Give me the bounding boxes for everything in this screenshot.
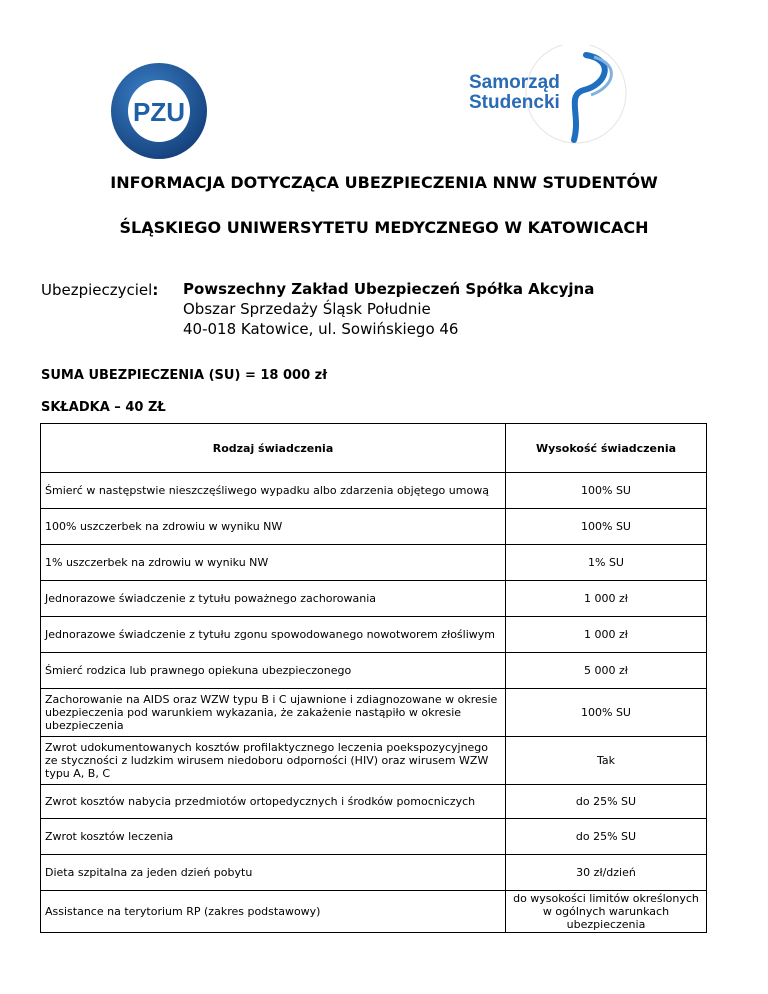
benefit-type: 100% uszczerbek na zdrowiu w wyniku NW [41,509,506,545]
table-row [41,509,707,545]
benefit-amount: 100% SU [506,509,707,545]
benefit-type: Śmierć rodzica lub prawnego opiekuna ubezpieczonego [41,653,506,689]
benefit-type: Zwrot udokumentowanych kosztów profilaktycznego leczenia poekspozycyjnego ze styczności z ludzkim wirusem niedoboru odporności (HIV) oraz wirusem WZW typu A, B, C [41,737,506,785]
table-header-row [41,424,707,473]
benefit-type: Śmierć w następstwie nieszczęśliwego wypadku albo zdarzenia objętego umową [41,473,506,509]
table-row [41,545,707,581]
benefit-amount: do wysokości limitów określonych w ogólnych warunkach ubezpieczenia [506,891,707,933]
benefit-amount: 1% SU [506,545,707,581]
benefit-type: Jednorazowe świadczenie z tytułu poważnego zachorowania [41,581,506,617]
benefit-type: Zachorowanie na AIDS oraz WZW typu B i C ujawnione i zdiagnozowane w okresie ubezpieczenia pod warunkiem wykazania, że zakażenie nastąpiło w okresie ubezpieczenia [41,689,506,737]
header-benefit-type: Rodzaj świadczenia [41,424,506,473]
pzu-logo-text: PZU [133,97,185,127]
insurer-details [183,279,594,339]
benefit-amount: 30 zł/dzień [506,855,707,891]
benefits-table [40,423,707,933]
benefit-amount: Tak [506,737,707,785]
benefit-type: Zwrot kosztów nabycia przedmiotów ortopedycznych i środków pomocniczych [41,785,506,819]
table-row [41,581,707,617]
insurer-address-line2: 40-018 Katowice, ul. Sowińskiego 46 [183,320,459,338]
table-row [41,617,707,653]
table-row [41,737,707,785]
pzu-logo [109,61,209,161]
benefit-amount: 1 000 zł [506,617,707,653]
insurer-address-line1: Obszar Sprzedaży Śląsk Południe [183,300,431,318]
benefit-type: 1% uszczerbek na zdrowiu w wyniku NW [41,545,506,581]
benefit-type: Dieta szpitalna za jeden dzień pobytu [41,855,506,891]
benefit-amount: 100% SU [506,689,707,737]
page-title-line2: ŚLĄSKIEGO UNIWERSYTETU MEDYCZNEGO W KATOWICACH [119,218,649,237]
benefit-amount: 1 000 zł [506,581,707,617]
table-row [41,785,707,819]
benefit-type: Zwrot kosztów leczenia [41,819,506,855]
insurer-label: Ubezpieczyciel: [41,281,159,299]
benefit-type: Assistance na terytorium RP (zakres podstawowy) [41,891,506,933]
insurer-name: Powszechny Zakład Ubezpieczeń Spółka Akcyjna [183,280,595,298]
table-row [41,689,707,737]
samorzad-line2: Studencki [469,92,560,113]
table-row [41,653,707,689]
sum-insured: SUMA UBEZPIECZENIA (SU) = 18 000 zł [41,368,328,383]
table-row [41,819,707,855]
benefit-amount: do 25% SU [506,819,707,855]
benefit-amount: 5 000 zł [506,653,707,689]
header-benefit-amount: Wysokość świadczenia [506,424,707,473]
table-row [41,855,707,891]
benefit-amount: 100% SU [506,473,707,509]
table-row [41,473,707,509]
benefit-type: Jednorazowe świadczenie z tytułu zgonu spowodowanego nowotworem złośliwym [41,617,506,653]
page-title-line1: INFORMACJA DOTYCZĄCA UBEZPIECZENIA NNW STUDENTÓW [110,173,658,192]
samorzad-studencki-logo [466,45,636,145]
benefit-amount: do 25% SU [506,785,707,819]
premium: SKŁADKA – 40 ZŁ [41,400,166,415]
table-row [41,891,707,933]
samorzad-line1: Samorząd [469,72,560,93]
